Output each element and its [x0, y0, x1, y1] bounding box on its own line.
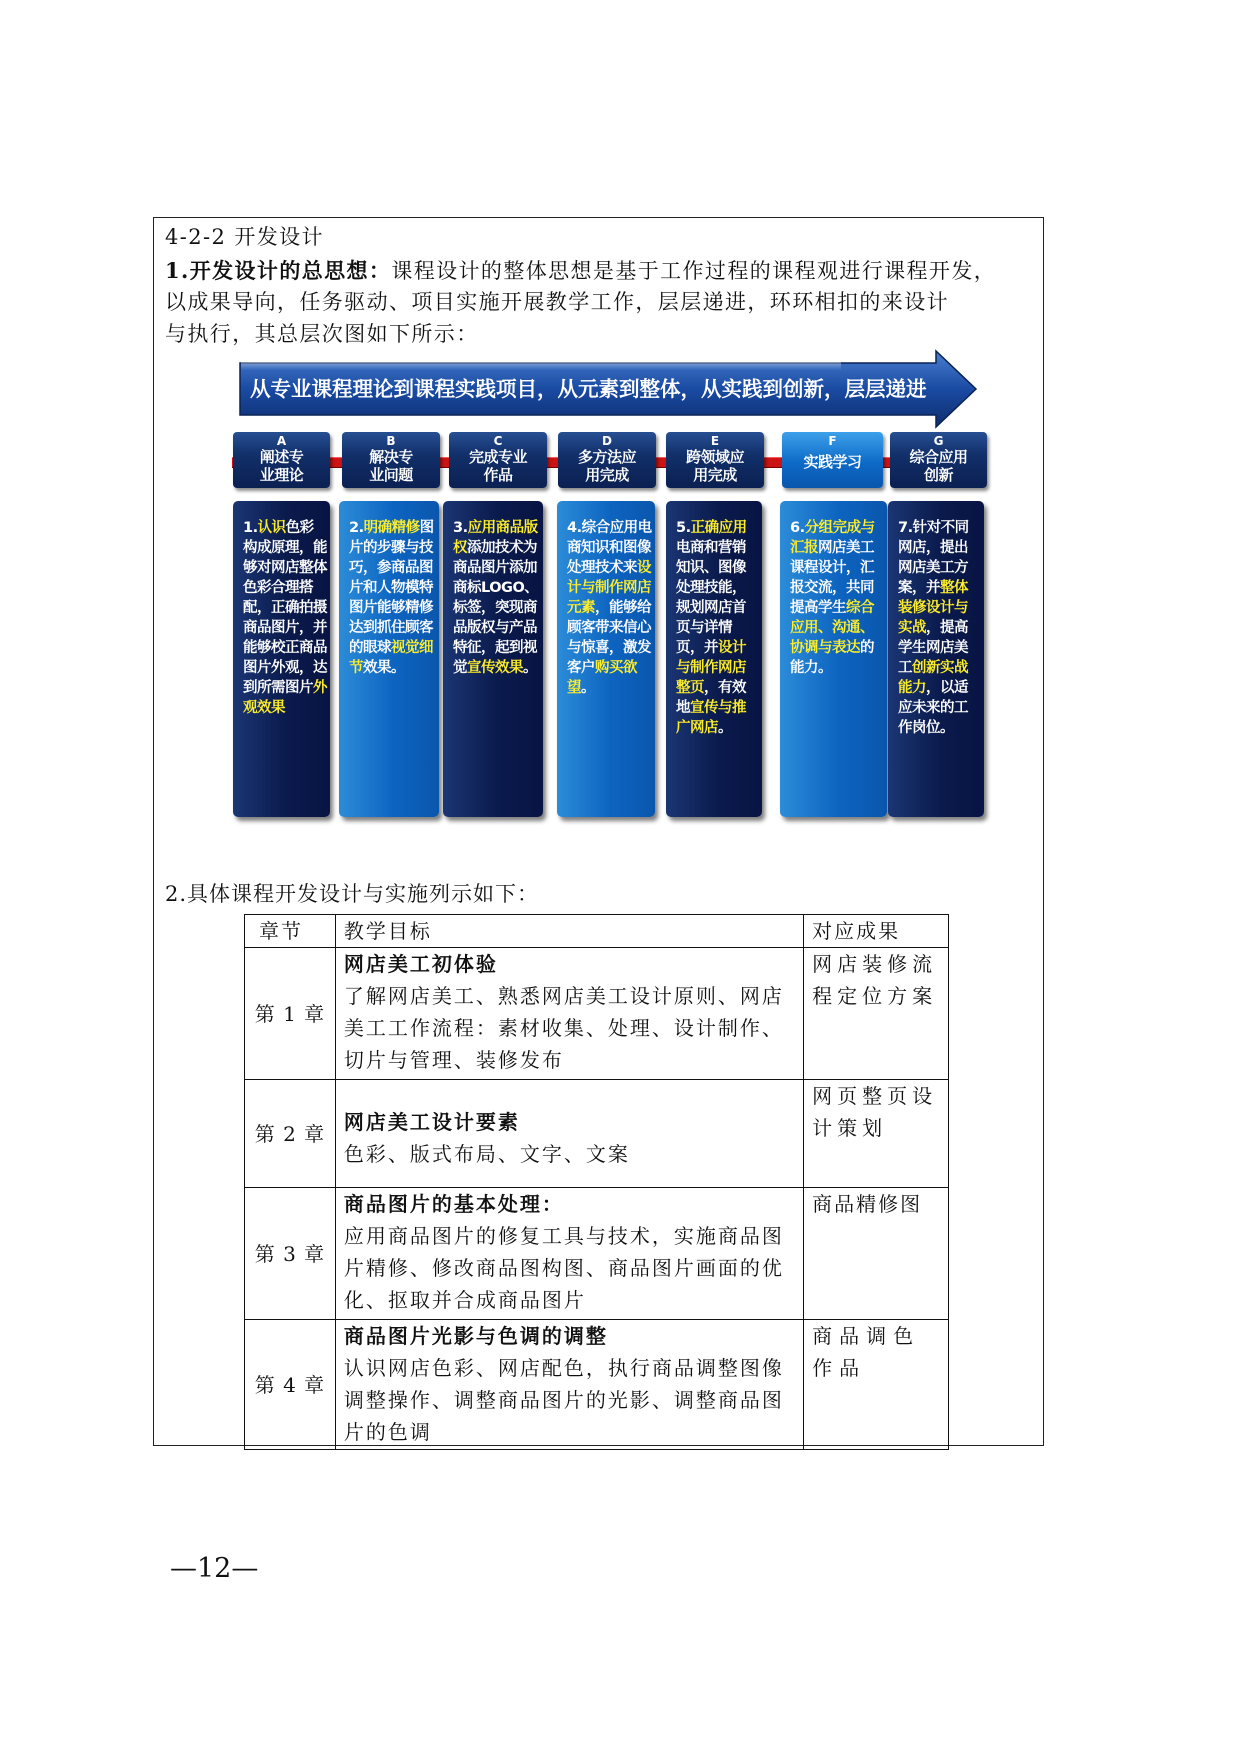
- goal-cell: [335, 1080, 803, 1188]
- stage-detail-c: [443, 501, 543, 817]
- detail-text: ，能够给顾客带来信心与惊喜，激发客户: [567, 600, 651, 676]
- detail-highlight-text: 宣传与推广网店: [676, 700, 746, 736]
- stage-title-line-2: 用完成: [585, 466, 629, 484]
- chapter-cell: 第 2 章: [245, 1080, 336, 1188]
- stage-title-line-2: 作品: [483, 466, 513, 484]
- detail-text: 5.: [676, 520, 691, 536]
- detail-text: 6.: [790, 520, 805, 536]
- detail-text: 3.: [453, 520, 468, 536]
- stage-letter: F: [828, 434, 837, 448]
- stage-title-line-2: 业问题: [369, 466, 413, 484]
- detail-highlight-text: 综合应用、沟通、协调与表达: [790, 600, 874, 656]
- detail-text: 电商和营销知识、图像处理技能，规划网店首页与详情页，并: [676, 540, 746, 656]
- result-cell: 商品精修图: [804, 1188, 949, 1320]
- goal-desc: 了解网店美工、熟悉网店美工设计原则、网店美工工作流程：素材收集、处理、设计制作、切片与管理、装修发布: [343, 984, 784, 1072]
- detail-highlight-text: 分组完成与汇报: [790, 520, 875, 556]
- stage-detail-f: [780, 501, 887, 817]
- header-chapter: 章节: [245, 915, 336, 948]
- detail-text: 网店美工课程设计，汇报交流，共同提高学生: [790, 540, 874, 616]
- detail-highlight-text: 设计与制作网店整页: [676, 640, 746, 696]
- stage-header-f: [782, 432, 883, 488]
- stage-letter: E: [710, 434, 720, 448]
- goal-title: 网店美工设计要素: [343, 1110, 520, 1134]
- detail-text: 7.针对不同网店，提出网店美工方案，并: [898, 520, 969, 596]
- goal-title: 商品图片光影与色调的调整: [343, 1324, 608, 1348]
- detail-highlight-text: 整体装修设计与实战: [898, 580, 968, 636]
- detail-highlight-text: 购买欲望: [567, 660, 637, 696]
- intro-line-3: 与执行，其总层次图如下所示：: [165, 322, 479, 346]
- detail-highlight-text: 设计与制作网店元素: [567, 560, 651, 616]
- detail-text: 添加技术为商品图片添加商标LOGO、标签，突现商品版权与产品特征，起到视觉: [453, 540, 539, 676]
- intro-line-1: [165, 255, 996, 287]
- intro-line-2: 以成果导向，任务驱动、项目实施开展教学工作，层层递进，环环相扣的来设计: [165, 290, 949, 314]
- stage-header-e: [666, 432, 764, 488]
- detail-text: 4.综合应用电商知识和图像处理技术来: [567, 520, 652, 576]
- detail-highlight-text: 外观效果: [243, 680, 327, 716]
- stage-letter: B: [386, 434, 396, 448]
- goal-cell: [335, 1188, 803, 1320]
- stage-title-line-1: 阐述专: [259, 448, 304, 466]
- stage-header-c: [449, 432, 547, 488]
- stage-title-line-2: 用完成: [693, 466, 737, 484]
- course-table: [244, 914, 949, 1450]
- detail-text: ，提高学生网店美工: [898, 620, 968, 676]
- goal-title: 网店美工初体验: [343, 952, 498, 976]
- stage-title-line-1: 解决专: [369, 448, 413, 466]
- chapter-cell: 第 3 章: [245, 1188, 336, 1320]
- detail-highlight-text: 应用商品版权: [453, 520, 538, 556]
- table-heading: 2.具体课程开发设计与实施列示如下：: [165, 882, 540, 906]
- detail-text: 。: [718, 720, 732, 736]
- stage-title-line-2: 创新: [923, 466, 953, 484]
- stage-letter: C: [493, 434, 503, 448]
- stage-header-b: [342, 432, 440, 488]
- stage-detail-e: [666, 501, 762, 817]
- chapter-cell: 第 4 章: [245, 1320, 336, 1450]
- stage-header-g: [890, 432, 987, 488]
- detail-text: ，以适应未来的工作岗位。: [898, 680, 968, 736]
- intro-label: 1.开发设计的总思想：: [165, 258, 392, 283]
- table-row: [245, 1188, 949, 1320]
- intro-text: 课程设计的整体思想是基于工作过程的课程观进行课程开发，: [391, 259, 997, 283]
- header-goal: 教学目标: [335, 915, 803, 948]
- detail-text: 效果。: [363, 660, 405, 676]
- goal-desc: 色彩、版式布局、文字、文案: [343, 1142, 630, 1166]
- stage-title-line-1: 综合应用: [909, 448, 968, 466]
- stage-letter: D: [602, 434, 612, 448]
- stage-detail-b: [339, 501, 439, 817]
- stage-detail-d: [557, 501, 655, 817]
- table-row: [245, 948, 949, 1080]
- stage-title-line-1: 完成专业: [468, 448, 527, 466]
- detail-highlight-text: 明确精修: [363, 520, 420, 536]
- table-header-row: [245, 915, 949, 948]
- detail-text: ，有效地: [676, 680, 746, 716]
- banner-text: 从专业课程理论到课程实践项目，从元素到整体，从实践到创新，层层递进: [250, 377, 927, 401]
- detail-text: 。: [581, 680, 595, 696]
- header-result: 对应成果: [804, 915, 949, 948]
- stage-letter: A: [276, 434, 287, 448]
- stage-detail-a: [233, 501, 330, 817]
- detail-text: 图片的步骤与技巧，参商品图片和人物模特图片能够精修达到抓住顾客的眼球: [349, 520, 434, 656]
- result-cell: 网页整页设计策划: [804, 1080, 949, 1188]
- result-cell: 商品调色作品: [804, 1320, 949, 1450]
- table-row: [245, 1320, 949, 1450]
- detail-text: 的能力。: [790, 640, 874, 676]
- detail-text: 。: [523, 660, 537, 676]
- stage-detail-g: [888, 501, 984, 817]
- goal-cell: [335, 948, 803, 1080]
- section-heading: 4-2-2 开发设计: [165, 225, 324, 249]
- page-number: —12—: [170, 1553, 259, 1584]
- stage-header-d: [558, 432, 656, 488]
- detail-highlight-text: 认识: [257, 520, 286, 536]
- result-cell: 网店装修流程定位方案: [804, 948, 949, 1080]
- stage-title-line-1: 跨领域应: [685, 448, 744, 466]
- goal-title: 商品图片的基本处理：: [343, 1192, 564, 1216]
- stage-letter: G: [933, 434, 944, 448]
- stage-title-line-1: 实践学习: [803, 453, 862, 471]
- chapter-cell: 第 1 章: [245, 948, 336, 1080]
- goal-desc: 应用商品图片的修复工具与技术，实施商品图片精修、修改商品图构图、商品图片画面的优化、抠取并合成商品图片: [343, 1224, 784, 1312]
- stage-title-line-2: 业理论: [259, 466, 304, 484]
- stage-title-line-1: 多方法应: [577, 448, 636, 466]
- goal-cell: [335, 1320, 803, 1450]
- detail-text: 2.: [349, 520, 364, 536]
- detail-highlight-text: 正确应用: [690, 520, 747, 536]
- stage-header-a: [233, 432, 330, 488]
- detail-text: 色彩构成原理，能够对网店整体色彩合理搭配，正确拍摄商品图片，并能够校正商品图片外观，达到所需图片: [243, 520, 327, 696]
- detail-highlight-text: 视觉细节: [349, 640, 433, 676]
- detail-highlight-text: 创新实战能力: [898, 660, 968, 696]
- detail-text: 1.: [243, 520, 258, 536]
- detail-highlight-text: 宣传效果: [467, 660, 523, 676]
- table-row: [245, 1080, 949, 1188]
- goal-desc: 认识网店色彩、网店配色，执行商品调整图像调整操作、调整商品图片的光影、调整商品图片的色调: [343, 1356, 784, 1444]
